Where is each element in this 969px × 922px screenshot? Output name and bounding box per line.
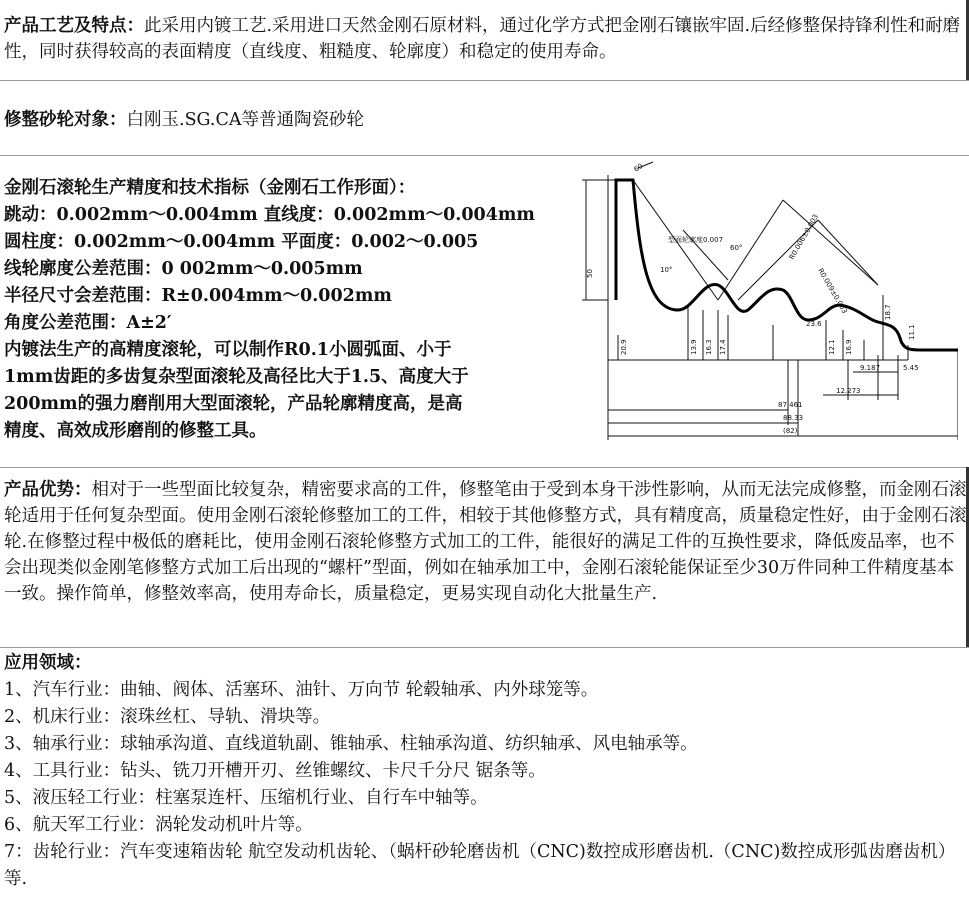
dim-label: 12.1 — [828, 339, 836, 355]
dim-label: 16.9 — [845, 339, 853, 355]
spec-line: 角度公差范围：A±2′ — [4, 313, 172, 333]
dim-label: 60° — [730, 244, 743, 252]
dim-label: 50 — [586, 269, 594, 278]
spec-line: 线轮廓度公差范围：0 002mm～0.005mm — [4, 259, 363, 279]
list-item: 2、机床行业：滚珠丝杠、导轨、滑块等。 — [4, 707, 331, 727]
dim-label: 60 — [632, 161, 645, 174]
list-item: 7：齿轮行业：汽车变速箱齿轮 航空发动机齿轮、（蜗杆砂轮磨齿机（CNC)数控成形磨齿机.（CNC)数控成形弧齿磨齿机）等. — [4, 842, 956, 889]
dim-label: 20.9 — [620, 339, 628, 355]
spec-line: 跳动：0.002mm～0.004mm 直线度：0.002mm～0.004mm — [4, 205, 535, 225]
dim-label: 5.45 — [903, 364, 919, 372]
advantages-paragraph — [4, 477, 968, 607]
dim-label: 18.7 — [884, 304, 892, 320]
dim-label: 9.187 — [860, 364, 881, 372]
applications-list — [4, 650, 968, 893]
dim-label: 11.1 — [908, 324, 916, 340]
advantages-label: 产品优势： — [4, 480, 92, 500]
advantages-section — [0, 467, 969, 647]
dim-label: R0.009±0.003 — [816, 267, 849, 316]
advantages-text: 相对于一些型面比较复杂，精密要求高的工件，修整笔由于受到本身干涉性影响，从而无法完成修整，而金刚石滚轮适用于任何复杂型面。使用金刚石滚轮修整加工的工件，相较于其他修整方式，具有精度高，质量稳定性好，由于金刚石滚轮.在修整过程中极低的磨耗比，使用金刚石滚轮修整方式加工的工件，能很好的满足工件的互换性要求，降低废品率，也不会出现类似金刚笔修整方式加工后出现的“螺杆”型面，例如在轴承加工中，金刚石滚轮能保证至少30万件同种工件精度基本一致。操作简单，修整效率高，使用寿命长，质量稳定，更易实现自动化大批量生产. — [4, 480, 967, 604]
dim-label: 88.33 — [783, 414, 804, 422]
features-section — [0, 0, 969, 80]
list-item: 6、航天军工行业：涡轮发动机叶片等。 — [4, 815, 313, 835]
features-text: 此采用内镀工艺.采用进口天然金刚石原材料，通过化学方式把金刚石镶嵌牢固.后经修整保持锋利性和耐磨性，同时获得较高的表面精度（直线度、粗糙度、轮廓度）和稳定的使用寿命。 — [4, 16, 961, 62]
dim-label: 23.6 — [806, 320, 822, 328]
spec-line: 1mm齿距的多齿复杂型面滚轮及高径比大于1.5、高度大于 — [4, 367, 469, 387]
dim-label: 17.4 — [719, 339, 727, 355]
target-label: 修整砂轮对象： — [4, 110, 127, 130]
spec-line: 圆柱度：0.002mm～0.004mm 平面度：0.002～0.005 — [4, 232, 479, 252]
applications-label: 应用领域： — [4, 653, 92, 673]
dim-label: 10° — [660, 266, 673, 274]
dim-label: (82) — [783, 427, 798, 435]
list-item: 4、工具行业：钻头、铣刀开槽开刃、丝锥螺纹、卡尺千分尺 锯条等。 — [4, 761, 546, 781]
target-text: 白刚玉.SG.CA等普通陶瓷砂轮 — [126, 110, 364, 130]
dim-label: 16.3 — [705, 339, 713, 355]
list-item: 3、轴承行业：球轴承沟道、直线道轨副、锥轴承、柱轴承沟道、纺织轴承、风电轴承等。 — [4, 734, 698, 754]
features-paragraph — [4, 13, 964, 65]
spec-line: 半径尺寸会差范围：R±0.004mm～0.002mm — [4, 286, 392, 306]
roller-profile-drawing — [578, 160, 958, 445]
features-label: 产品工艺及特点： — [4, 16, 144, 36]
spec-line: 精度、高效成形磨削的修整工具。 — [4, 421, 267, 441]
profile-tolerance-label: 型面轮廓度0.007 — [668, 236, 724, 244]
spec-line: 内镀法生产的高精度滚轮，可以制作R0.1小圆弧面、小于 — [4, 340, 452, 360]
dim-label: 12.273 — [836, 387, 861, 395]
dim-label: 13.9 — [690, 339, 698, 355]
list-item: 1、汽车行业：曲轴、阀体、活塞环、油针、万向节 轮毂轴承、内外球笼等。 — [4, 680, 599, 700]
target-section — [0, 80, 969, 155]
spec-line: 200mm的强力磨削用大型面滚轮，产品轮廓精度高，是高 — [4, 394, 463, 414]
spec-line: 金刚石滚轮生产精度和技术指标（金刚石工作形面）： — [4, 178, 416, 198]
applications-section — [0, 647, 969, 922]
target-paragraph — [4, 107, 364, 133]
dim-label: 87.461 — [778, 401, 803, 409]
list-item: 5、液压轻工行业：柱塞泵连杆、压缩机行业、自行车中轴等。 — [4, 788, 488, 808]
dim-label: R0.006±0.003 — [787, 212, 821, 261]
